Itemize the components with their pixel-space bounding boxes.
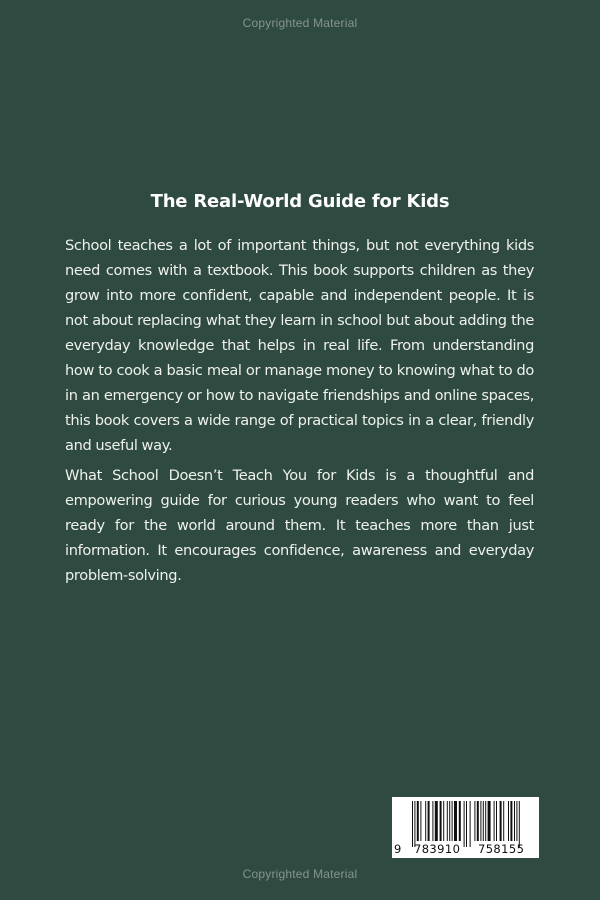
watermark-top: Copyrighted Material bbox=[242, 16, 358, 30]
barcode-bar bbox=[496, 801, 497, 841]
back-cover-title: The Real-World Guide for Kids bbox=[150, 191, 450, 212]
barcode-bar bbox=[425, 801, 426, 841]
barcode-bar bbox=[508, 801, 509, 841]
barcode-bar bbox=[503, 801, 504, 841]
isbn-left-digits: 783910 bbox=[414, 842, 461, 856]
watermark-bottom: Copyrighted Material bbox=[242, 867, 358, 881]
barcode-bar bbox=[420, 801, 421, 841]
barcode-bar bbox=[470, 801, 471, 847]
barcode-bar bbox=[432, 801, 433, 841]
barcode-bar bbox=[514, 801, 515, 841]
barcode-bar bbox=[494, 801, 495, 841]
barcode-bar bbox=[428, 801, 430, 841]
barcode-bar bbox=[454, 801, 457, 841]
barcode-bar bbox=[488, 801, 491, 841]
description-paragraph-2: What School Doesn’t Teach You for Kids is a thoughtful and empowering guide for curious young readers who want to feel ready for the world around them. It teaches more than just information. It encourages confidence, awareness and everyday problem-solving. bbox=[65, 467, 534, 584]
barcode-bar bbox=[480, 801, 481, 841]
barcode-bar bbox=[516, 801, 517, 841]
barcode-bar bbox=[417, 801, 419, 841]
isbn-barcode bbox=[392, 797, 539, 858]
barcode-bar bbox=[447, 801, 448, 841]
barcode-bar bbox=[435, 801, 438, 841]
barcode-bar bbox=[459, 801, 461, 841]
isbn-lead-digit: 9 bbox=[394, 842, 402, 856]
barcode-bar bbox=[464, 801, 465, 847]
barcode-bar bbox=[412, 801, 413, 847]
barcode-bar bbox=[449, 801, 450, 841]
barcode-bar bbox=[452, 801, 453, 841]
barcode-bar bbox=[466, 801, 467, 847]
barcode-bar bbox=[500, 801, 502, 841]
barcode-bar bbox=[519, 801, 520, 847]
barcode-bar bbox=[440, 801, 442, 841]
barcode-bar bbox=[477, 801, 479, 841]
barcode-bar bbox=[474, 801, 475, 841]
barcode-bar bbox=[414, 801, 415, 847]
barcode-bar bbox=[485, 801, 486, 841]
isbn-number bbox=[392, 842, 539, 856]
isbn-right-digits: 758155 bbox=[478, 842, 525, 856]
barcode-bar bbox=[443, 801, 444, 841]
barcode-bar bbox=[510, 801, 512, 841]
barcode-bar bbox=[483, 801, 484, 841]
description-paragraph-1: School teaches a lot of important things, but not everything kids need comes with a textbook. This book supports children as they grow into more confident, capable and independent people. It is not about replacing what they learn in school but about adding the everyday knowledge that helps in real life. From understanding how to cook a basic meal or manage money to knowing what to do in an emergency or how to navigate friendships and online spaces, this book covers a wide range of practical topics in a clear, friendly and useful way. bbox=[65, 237, 534, 454]
